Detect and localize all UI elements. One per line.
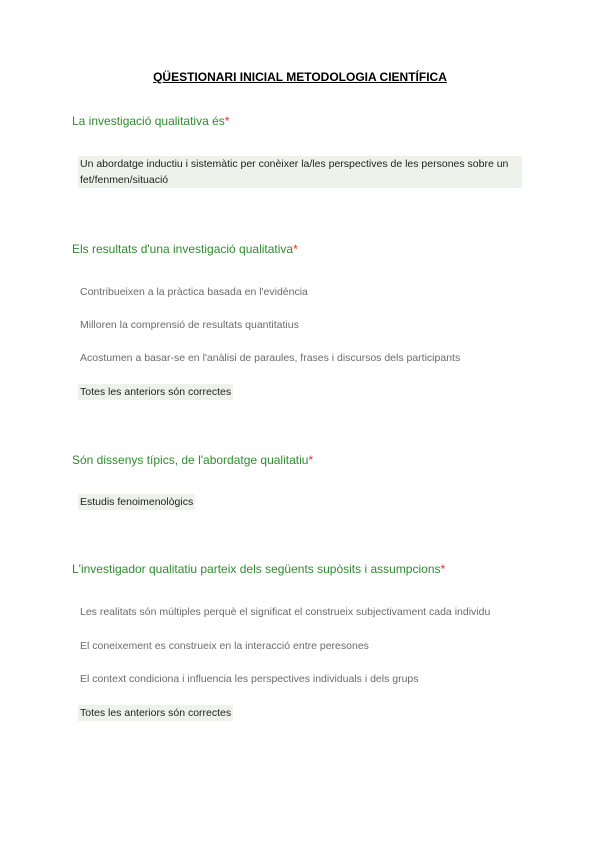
question-1-text: La investigació qualitativa és [72,114,225,128]
question-1-title [72,114,229,128]
question-4-option-3: El context condiciona i influencia les perspectives individuals i dels grups [80,673,419,685]
question-2-text: Els resultats d'una investigació qualitativa [72,242,294,256]
question-1-option-1-selected: Un abordatge inductiu i sistemàtic per conèixer la/les perspectives de les persones sobre un fet/fenmen/situació [78,156,522,188]
required-marker: * [440,562,446,576]
required-marker: * [293,242,298,256]
question-2-title [72,242,298,256]
question-4-option-2: El coneixement es construeix en la interacció entre peresones [80,640,369,652]
question-3-option-1-selected: Estudis fenoimenològics [80,496,194,508]
question-4-option-1: Les realitats són múltiples perquè el significat el construeix subjectivament cada individu [80,606,491,618]
question-3-title [72,453,313,467]
question-4-option-4-selected: Totes les anteriors són correctes [80,707,232,719]
question-2-option-2: Milloren la comprensió de resultats quantitatius [80,319,299,331]
page-title: QÜESTIONARI INICIAL METODOLOGIA CIENTÍFICA [153,70,447,84]
question-4-text: L'investigador qualitatiu parteix dels següents supòsits i assumpcions [72,562,441,576]
question-2-option-1: Contribueixen a la pràctica basada en l'evidència [80,286,308,298]
question-2-option-3: Acostumen a basar-se en l'anàlisi de paraules, frases i discursos dels participants [80,352,461,364]
required-marker: * [224,114,230,128]
question-4-title [72,562,445,576]
question-2-option-4-selected: Totes les anteriors són correctes [80,386,232,398]
required-marker: * [308,453,314,467]
question-3-text: Són dissenys típics, de l'abordatge qualitatiu [72,453,309,467]
